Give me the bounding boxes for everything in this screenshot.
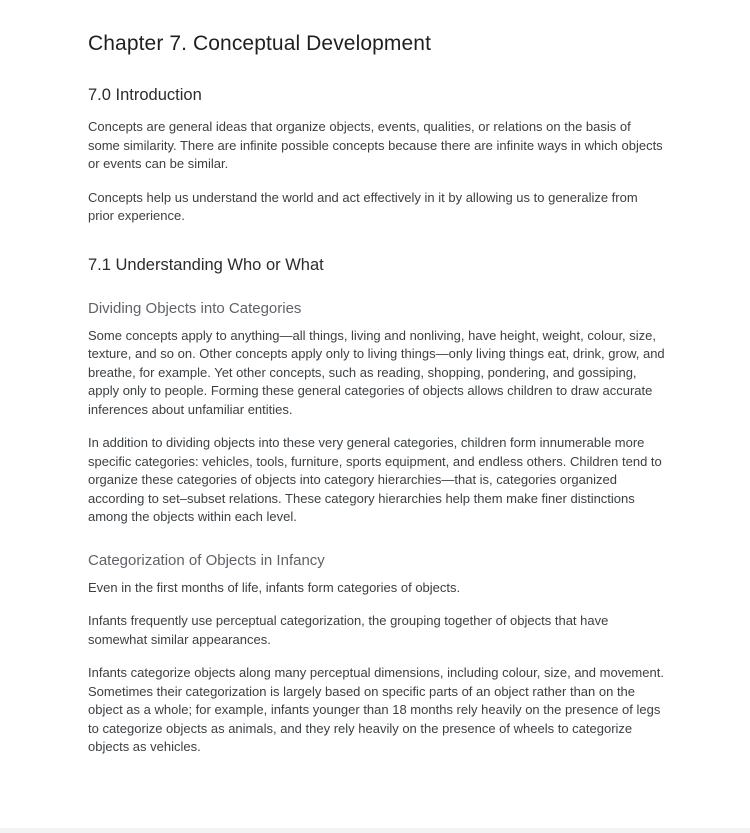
section-heading-introduction: 7.0 Introduction — [88, 86, 202, 104]
paragraph-infancy-2: Infants frequently use perceptual categorization, the grouping together of objects that have somewhat similar appearances. — [88, 613, 609, 647]
subsection-heading-dividing-objects: Dividing Objects into Categories — [88, 299, 302, 317]
paragraph-intro-2: Concepts help us understand the world and act effectively in it by allowing us to generalize from prior experience. — [88, 189, 638, 223]
paragraph-infancy-1: Even in the first months of life, infants form categories of objects. — [88, 579, 461, 595]
paragraph-dividing-1: Some concepts apply to anything—all things, living and nonliving, have height, weight, colour, size, texture, and so on. Other concepts apply only to living things—only living things eat, drink, grow, and breathe, for example. Yet other concepts, such as reading, shopping, pondering, and gossiping, apply only to people. Forming these general categories of objects allows children to draw accurate inferences about unfamiliar entities. — [88, 327, 665, 417]
paragraph-intro-1: Concepts are general ideas that organize objects, events, qualities, or relations on the basis of some similarity. There are infinite possible concepts because there are infinite ways in which objects or events can be similar. — [88, 119, 663, 171]
subsection-heading-categorization-infancy: Categorization of Objects in Infancy — [88, 551, 325, 569]
paragraph-dividing-2: In addition to dividing objects into these very general categories, children form innumerable more specific categories: vehicles, tools, furniture, sports equipment, and endless others. Children tend to organize these categories of objects into category hierarchies—that is, categories organized according to set–subset relations. These category hierarchies help them make finer distinctions among the objects within each level. — [88, 435, 662, 524]
chapter-title: Chapter 7. Conceptual Development — [88, 32, 432, 55]
paragraph-infancy-3: Infants categorize objects along many perceptual dimensions, including colour, size, and movement. Sometimes their categorization is largely based on specific parts of an object rather than on the object as a whole; for example, infants younger than 18 months rely heavily on the presence of legs to categorize objects as animals, and they rely heavily on the presence of wheels to categorize objects as vehicles. — [88, 665, 664, 754]
section-heading-understanding-who-or-what: 7.1 Understanding Who or What — [88, 255, 324, 274]
page-bottom-edge — [0, 828, 750, 833]
